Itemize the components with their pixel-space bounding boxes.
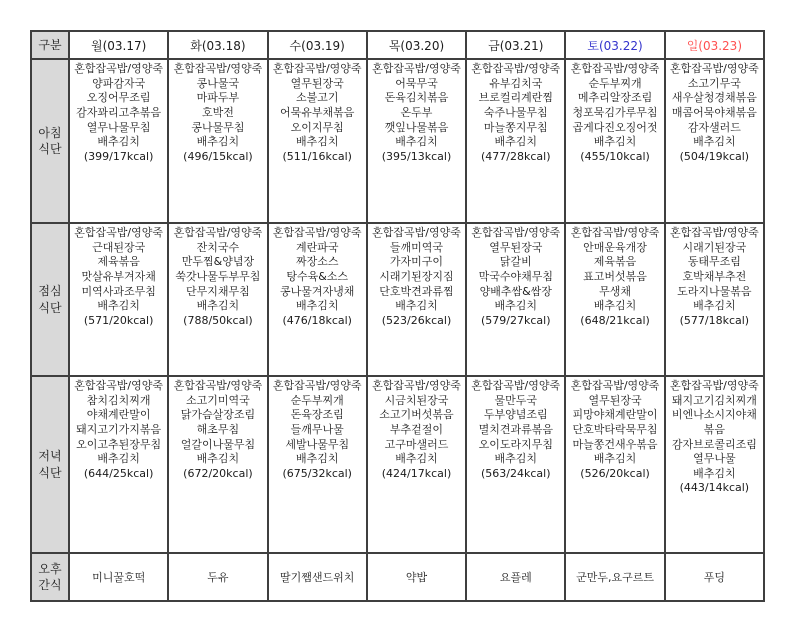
meal-cell: 혼합잡곡밥/영양죽 들깨미역국 가자미구이 시래기된장지짐 단호박견과류찜 배추김치 (523/26kcal)	[367, 223, 466, 376]
weekly-meal-table	[30, 30, 765, 602]
day-header-friday: 금(03.21)	[466, 31, 565, 59]
meal-cell: 혼합잡곡밥/영양죽 잔치국수 만두찜&양념장 쑥갓나물두부무침 단무지채무침 배추김치 (788/50kcal)	[168, 223, 267, 376]
header-row	[31, 31, 764, 59]
day-header-thursday: 목(03.20)	[367, 31, 466, 59]
dinner-row	[31, 376, 764, 553]
meal-cell: 혼합잡곡밥/영양죽 물만두국 두부양념조림 멸치견과류볶음 오이도라지무침 배추김치 (563/24kcal)	[466, 376, 565, 553]
lunch-row	[31, 223, 764, 376]
day-header-saturday: 토(03.22)	[565, 31, 664, 59]
meal-cell: 혼합잡곡밥/영양죽 소고기미역국 닭가슴살장조림 해초무침 얼갈이나물무침 배추김치 (672/20kcal)	[168, 376, 267, 553]
snack-cell: 미니꿀호떡	[69, 553, 168, 601]
day-header-tuesday: 화(03.18)	[168, 31, 267, 59]
row-label-breakfast: 아침 식단	[31, 59, 69, 223]
meal-cell: 혼합잡곡밥/영양죽 돼지고기김치찌개 비엔나소시지야채볶음 감자브로콜리조림 열무나물 배추김치 (443/14kcal)	[665, 376, 764, 553]
snack-cell: 푸딩	[665, 553, 764, 601]
meal-cell: 혼합잡곡밥/영양죽 양파감자국 오징어무조림 감자꽈리고추볶음 열무나물무침 배추김치 (399/17kcal)	[69, 59, 168, 223]
snack-cell: 두유	[168, 553, 267, 601]
day-header-monday: 월(03.17)	[69, 31, 168, 59]
meal-cell: 혼합잡곡밥/영양죽 열무된장국 피망야채계란말이 단호박타락묵무침 마늘쫑건새우볶음 배추김치 (526/20kcal)	[565, 376, 664, 553]
snack-cell: 딸기쨈샌드위치	[268, 553, 367, 601]
meal-cell: 혼합잡곡밥/영양죽 계란파국 짜장소스 탕수육&소스 콩나물겨자냉채 배추김치 (476/18kcal)	[268, 223, 367, 376]
meal-cell: 혼합잡곡밥/영양죽 열무된장국 닭갈비 막국수야채무침 양배추쌈&쌈장 배추김치 (579/27kcal)	[466, 223, 565, 376]
meal-cell: 혼합잡곡밥/영양죽 안매운육개장 제육볶음 표고버섯볶음 무생채 배추김치 (648/21kcal)	[565, 223, 664, 376]
corner-header: 구분	[31, 31, 69, 59]
row-label-dinner: 저녁 식단	[31, 376, 69, 553]
row-label-snack: 오후 간식	[31, 553, 69, 601]
meal-cell: 혼합잡곡밥/영양죽 시금치된장국 소고기버섯볶음 부추겉절이 고구마샐러드 배추김치 (424/17kcal)	[367, 376, 466, 553]
meal-cell: 혼합잡곡밥/영양죽 순두부찌개 메추리알장조림 청포묵김가루무침 곱게다진오징어젓 배추김치 (455/10kcal)	[565, 59, 664, 223]
snack-cell: 군만두,요구르트	[565, 553, 664, 601]
row-label-lunch: 점심 식단	[31, 223, 69, 376]
meal-cell: 혼합잡곡밥/영양죽 참치김치찌개 야채계란말이 돼지고기가지볶음 오이고추된장무침 배추김치 (644/25kcal)	[69, 376, 168, 553]
meal-cell: 혼합잡곡밥/영양죽 콩나물국 마파두부 호박전 콩나물무침 배추김치 (496/15kcal)	[168, 59, 267, 223]
meal-cell: 혼합잡곡밥/영양죽 시래기된장국 동태무조림 호박채부추전 도라지나물볶음 배추김치 (577/18kcal)	[665, 223, 764, 376]
meal-cell: 혼합잡곡밥/영양죽 근대된장국 제육볶음 맛살유부겨자채 미역사과조무침 배추김치 (571/20kcal)	[69, 223, 168, 376]
snack-cell: 약밥	[367, 553, 466, 601]
meal-cell: 혼합잡곡밥/영양죽 소고기무국 새우살청경채볶음 매콤어묵야채볶음 감자샐러드 배추김치 (504/19kcal)	[665, 59, 764, 223]
day-header-sunday: 일(03.23)	[665, 31, 764, 59]
meal-cell: 혼합잡곡밥/영양죽 열무된장국 소불고기 어묵유부채볶음 오이지무침 배추김치 (511/16kcal)	[268, 59, 367, 223]
day-header-wednesday: 수(03.19)	[268, 31, 367, 59]
meal-cell: 혼합잡곡밥/영양죽 어묵무국 돈육김치볶음 온두부 깻잎나물볶음 배추김치 (395/13kcal)	[367, 59, 466, 223]
snack-row	[31, 553, 764, 601]
snack-cell: 요플레	[466, 553, 565, 601]
meal-cell: 혼합잡곡밥/영양죽 유부김치국 브로컬리계란찜 숙주나물무침 마늘쫑지무침 배추김치 (477/28kcal)	[466, 59, 565, 223]
breakfast-row	[31, 59, 764, 223]
meal-cell: 혼합잡곡밥/영양죽 순두부찌개 돈육장조림 들깨무나물 세발나물무침 배추김치 (675/32kcal)	[268, 376, 367, 553]
